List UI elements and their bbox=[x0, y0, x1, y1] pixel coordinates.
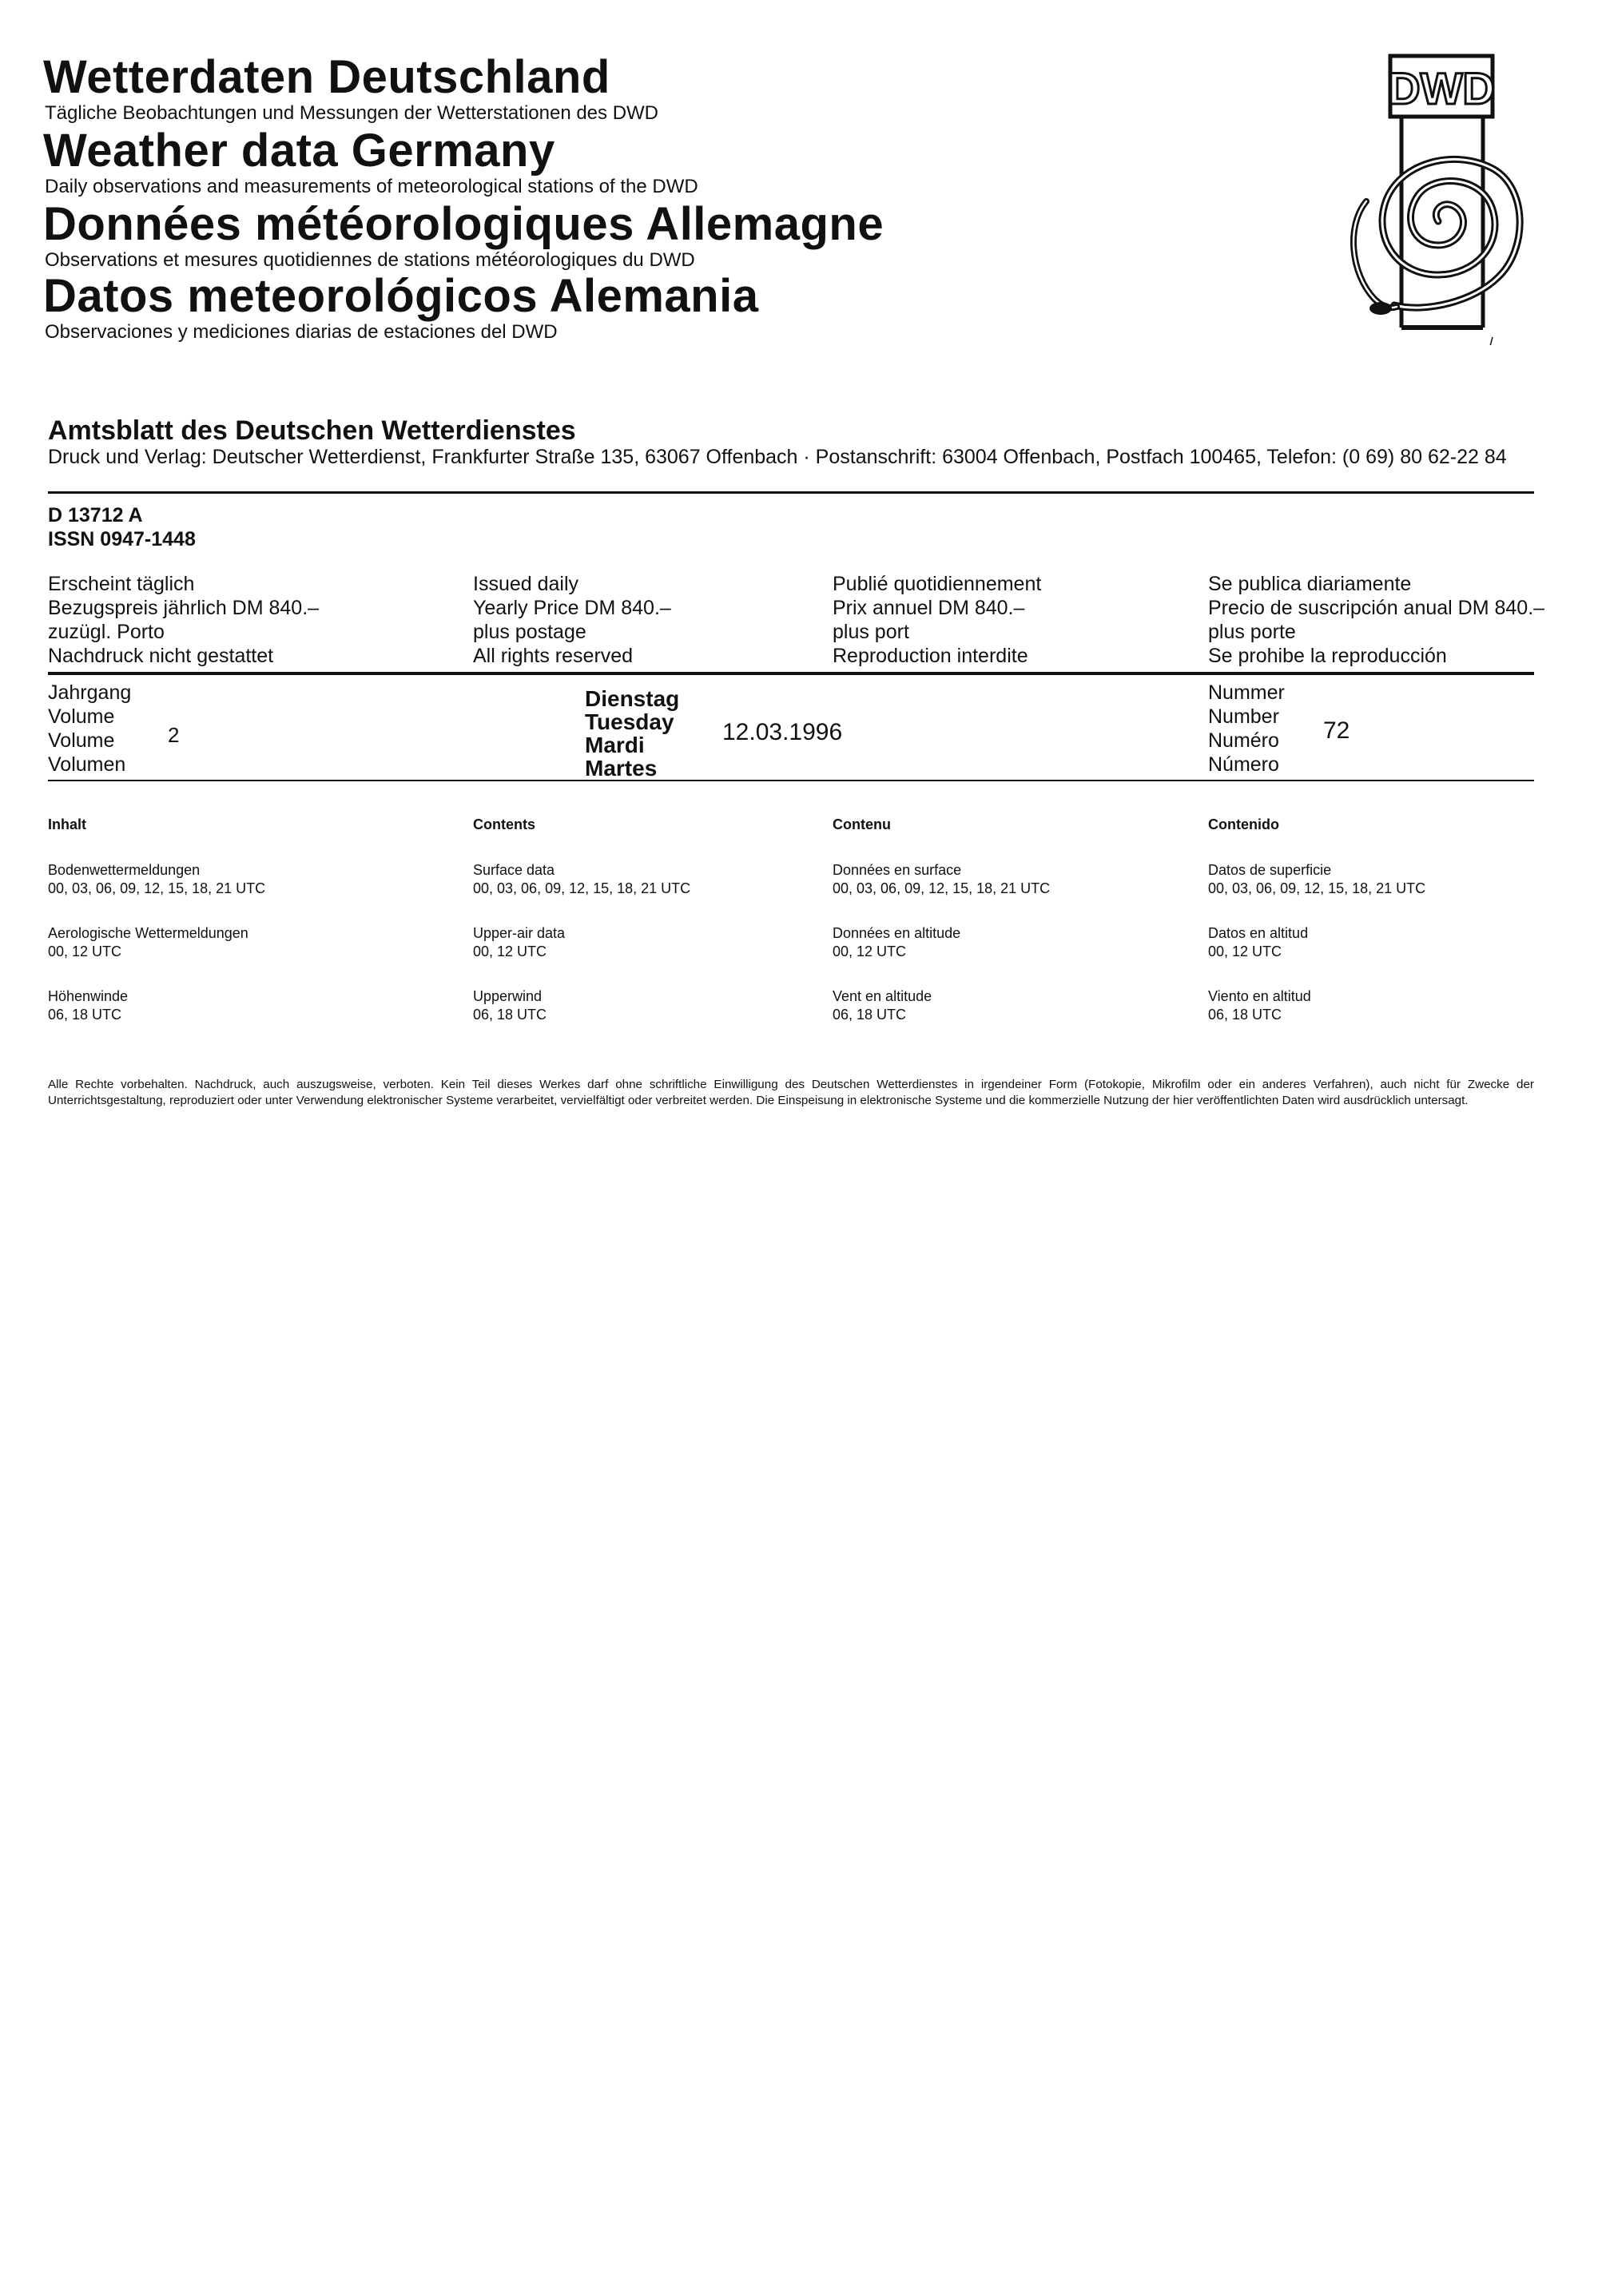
publisher-title: Amtsblatt des Deutschen Wetterdienstes bbox=[48, 415, 576, 446]
contents-item-name: Datos en altitud bbox=[1208, 925, 1309, 941]
contents-item-times: 00, 03, 06, 09, 12, 15, 18, 21 UTC bbox=[48, 880, 266, 896]
terms-line: zuzügl. Porto bbox=[48, 621, 165, 643]
subtitle-fr: Observations et mesures quotidiennes de stations météorologiques du DWD bbox=[45, 249, 695, 271]
volume-label: Volume bbox=[48, 705, 115, 728]
contents-item bbox=[48, 987, 128, 1024]
terms-line: All rights reserved bbox=[473, 645, 634, 667]
title-es: Datos meteorológicos Alemania bbox=[43, 270, 759, 322]
terms-line: Se prohibe la reproducción bbox=[1208, 645, 1447, 667]
title-de: Wetterdaten Deutschland bbox=[43, 51, 610, 103]
contents-item bbox=[473, 924, 565, 961]
contents-item-times: 00, 12 UTC bbox=[473, 943, 547, 959]
contents-item-name: Datos de superficie bbox=[1208, 862, 1332, 878]
contents-item-name: Surface data bbox=[473, 862, 555, 878]
subtitle-de: Tägliche Beobachtungen und Messungen der Wetterstationen des DWD bbox=[45, 102, 659, 124]
dwd-logo bbox=[1318, 50, 1550, 345]
number-labels bbox=[1208, 681, 1285, 777]
contents-item-name: Upper-air data bbox=[473, 925, 566, 941]
subtitle-es: Observaciones y mediciones diarias de estaciones del DWD bbox=[45, 321, 558, 343]
weekday: Dienstag bbox=[585, 686, 680, 711]
terms-line: plus porte bbox=[1208, 621, 1296, 643]
terms-es bbox=[1208, 572, 1544, 668]
weekday: Tuesday bbox=[585, 709, 674, 734]
issn: ISSN 0947-1448 bbox=[48, 528, 196, 550]
contents-item-times: 06, 18 UTC bbox=[833, 1007, 907, 1023]
volume-label: Jahrgang bbox=[48, 681, 132, 704]
rule-1 bbox=[48, 491, 1534, 494]
volume-label: Volume bbox=[48, 729, 115, 752]
contents-item bbox=[473, 987, 547, 1024]
contents-item-times: 06, 18 UTC bbox=[1208, 1007, 1282, 1023]
contents-item-times: 00, 12 UTC bbox=[48, 943, 122, 959]
contents-item bbox=[473, 861, 690, 898]
terms-line: Nachdruck nicht gestattet bbox=[48, 645, 274, 667]
contents-header-en: Contents bbox=[473, 816, 535, 832]
number-label: Number bbox=[1208, 705, 1279, 728]
weekday: Martes bbox=[585, 756, 658, 781]
contents-item bbox=[833, 924, 960, 961]
terms-line: plus postage bbox=[473, 621, 586, 643]
contents-item bbox=[48, 861, 265, 898]
terms-line: Publié quotidiennement bbox=[833, 573, 1042, 595]
logo-text: DWD bbox=[1388, 63, 1495, 113]
contents-header-es: Contenido bbox=[1208, 816, 1279, 832]
volume-label: Volumen bbox=[48, 753, 126, 776]
contents-header-de: Inhalt bbox=[48, 816, 86, 832]
rule-3 bbox=[48, 780, 1534, 781]
contents-header-fr: Contenu bbox=[833, 816, 891, 832]
terms-line: Erscheint täglich bbox=[48, 573, 195, 595]
subtitle-en: Daily observations and measurements of meteorological stations of the DWD bbox=[45, 176, 698, 197]
terms-de bbox=[48, 572, 319, 668]
title-en: Weather data Germany bbox=[43, 125, 555, 177]
contents-item-times: 00, 03, 06, 09, 12, 15, 18, 21 UTC bbox=[1208, 880, 1426, 896]
title-fr: Données météorologiques Allemagne bbox=[43, 198, 884, 250]
contents-item-name: Vent en altitude bbox=[833, 988, 932, 1004]
terms-line: Yearly Price DM 840.– bbox=[473, 597, 671, 619]
issue-date: 12.03.1996 bbox=[722, 719, 843, 745]
terms-en bbox=[473, 572, 671, 668]
terms-line: Precio de suscripción anual DM 840.– bbox=[1208, 597, 1545, 619]
terms-line: Issued daily bbox=[473, 573, 579, 595]
contents-item-times: 00, 12 UTC bbox=[833, 943, 907, 959]
contents-item bbox=[1208, 924, 1308, 961]
contents-item-name: Données en altitude bbox=[833, 925, 961, 941]
contents-item-times: 00, 12 UTC bbox=[1208, 943, 1282, 959]
contents-item-name: Bodenwettermeldungen bbox=[48, 862, 201, 878]
terms-line: Reproduction interdite bbox=[833, 645, 1028, 667]
doc-number: D 13712 A bbox=[48, 504, 143, 526]
number-label: Numéro bbox=[1208, 729, 1279, 752]
contents-item bbox=[1208, 861, 1425, 898]
terms-line: Se publica diariamente bbox=[1208, 573, 1412, 595]
contents-item-name: Viento en altitud bbox=[1208, 988, 1311, 1004]
contents-item bbox=[833, 987, 932, 1024]
issue-number: 72 bbox=[1323, 717, 1350, 744]
terms-fr bbox=[833, 572, 1041, 668]
terms-line: Prix annuel DM 840.– bbox=[833, 597, 1025, 619]
number-label: Nummer bbox=[1208, 681, 1285, 704]
contents-item-times: 00, 03, 06, 09, 12, 15, 18, 21 UTC bbox=[833, 880, 1051, 896]
contents-item-times: 06, 18 UTC bbox=[48, 1007, 122, 1023]
contents-item-times: 00, 03, 06, 09, 12, 15, 18, 21 UTC bbox=[473, 880, 691, 896]
contents-item-name: Aerologische Wettermeldungen bbox=[48, 925, 248, 941]
contents-item-times: 06, 18 UTC bbox=[473, 1007, 547, 1023]
contents-item-name: Höhenwinde bbox=[48, 988, 129, 1004]
dwd-spiral-icon bbox=[1318, 50, 1550, 345]
publisher-address: Druck und Verlag: Deutscher Wetterdienst, Frankfurter Straße 135, 63067 Offenbach · Postanschrift: 63004 Offenbach, Postfach 100465, Telefon: (0 69) 80 62-22 84 bbox=[48, 446, 1507, 468]
copyright-notice: Alle Rechte vorbehalten. Nachdruck, auch auszugsweise, verboten. Kein Teil dieses Werkes darf ohne schriftliche Einwilligung des Deutschen Wetterdienstes in irgendeiner Form (Fotokopie, Mikrofilm oder ein anderes Verfahren), auch nicht für Zwecke der Unterrichtsgestaltung, reproduziert oder unter Verwendung elektronischer Systeme verarbeitet, vervielfältigt oder verbreitet werden. Die Einspeisung in elektronische Systeme und die kommerzielle Nutzung der hier veröffentlichten Daten wird ausdrücklich untersagt. bbox=[48, 1078, 1534, 1107]
volume-value: 2 bbox=[168, 723, 180, 747]
contents-item bbox=[833, 861, 1050, 898]
weekday: Mardi bbox=[585, 733, 645, 757]
number-label: Número bbox=[1208, 753, 1279, 776]
rule-2 bbox=[48, 672, 1534, 675]
contents-item-name: Upperwind bbox=[473, 988, 543, 1004]
contents-item bbox=[1208, 987, 1311, 1024]
contents-item-name: Données en surface bbox=[833, 862, 962, 878]
volume-labels bbox=[48, 681, 131, 777]
terms-line: plus port bbox=[833, 621, 909, 643]
contents-item bbox=[48, 924, 248, 961]
terms-line: Bezugspreis jährlich DM 840.– bbox=[48, 597, 320, 619]
weekday-block bbox=[585, 687, 679, 780]
